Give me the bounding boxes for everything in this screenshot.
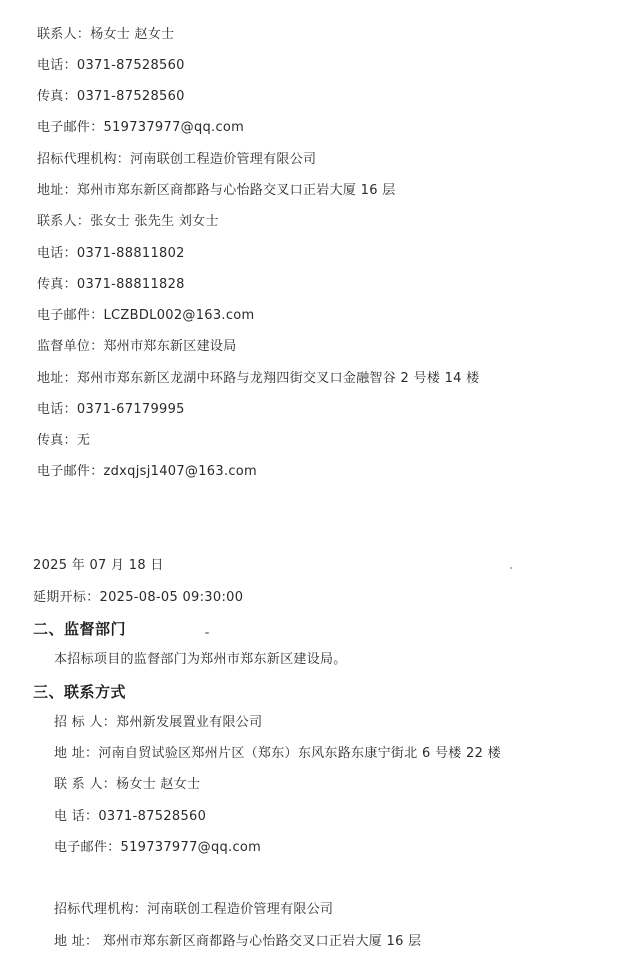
tenderer-contact-line: 联 系 人：杨女士 赵女士	[54, 777, 201, 792]
supervisor-fax-line: 传真：无	[37, 433, 91, 448]
agency-address-line: 地址：郑州市郑东新区商都路与心怡路交叉口正岩大厦 16 层	[37, 183, 396, 198]
supervisor-line: 监督单位：郑州市郑东新区建设局	[37, 339, 237, 354]
supervisor-email-line: 电子邮件：zdxqjsj1407@163.com	[37, 464, 258, 479]
supervisor-address-line: 地址：郑州市郑东新区龙湖中环路与龙翔四街交叉口金融智谷 2 号楼 14 楼	[37, 371, 480, 386]
phone-line: 电话：0371-87528560	[37, 58, 185, 73]
contact-person-line: 联系人：杨女士 赵女士	[37, 27, 175, 42]
date-line: 2025 年 07 月 18 日	[33, 558, 164, 573]
agency-contact-line: 联系人：张女士 张先生 刘女士	[37, 214, 219, 229]
tenderer-email-line: 电子邮件：519737977@qq.com	[54, 840, 262, 855]
scan-speck	[205, 632, 209, 634]
fax-line: 传真：0371-87528560	[37, 89, 185, 104]
tenderer-line: 招 标 人：郑州新发展置业有限公司	[54, 715, 263, 730]
section-3-agency-address-line: 地 址： 郑州市郑东新区商都路与心怡路交叉口正岩大厦 16 层	[54, 934, 422, 949]
agency-email-line: 电子邮件：LCZBDL002@163.com	[37, 308, 255, 323]
section-3-agency-line: 招标代理机构：河南联创工程造价管理有限公司	[54, 902, 334, 917]
tenderer-address-line: 地 址：河南自贸试验区郑州片区（郑东）东风东路东康宁街北 6 号楼 22 楼	[54, 746, 501, 761]
delay-open-line: 延期开标：2025-08-05 09:30:00	[33, 590, 244, 605]
section-2-heading: 二、监督部门	[33, 620, 127, 638]
scan-speck	[510, 567, 512, 569]
agency-line: 招标代理机构：河南联创工程造价管理有限公司	[37, 152, 317, 167]
section-3-heading: 三、联系方式	[33, 683, 127, 701]
tenderer-phone-line: 电 话：0371-87528560	[54, 809, 207, 824]
section-2-body: 本招标项目的监督部门为郑州市郑东新区建设局。	[54, 652, 347, 667]
agency-phone-line: 电话：0371-88811802	[37, 246, 185, 261]
email-line: 电子邮件：519737977@qq.com	[37, 120, 245, 135]
agency-fax-line: 传真：0371-88811828	[37, 277, 185, 292]
supervisor-phone-line: 电话：0371-67179995	[37, 402, 185, 417]
